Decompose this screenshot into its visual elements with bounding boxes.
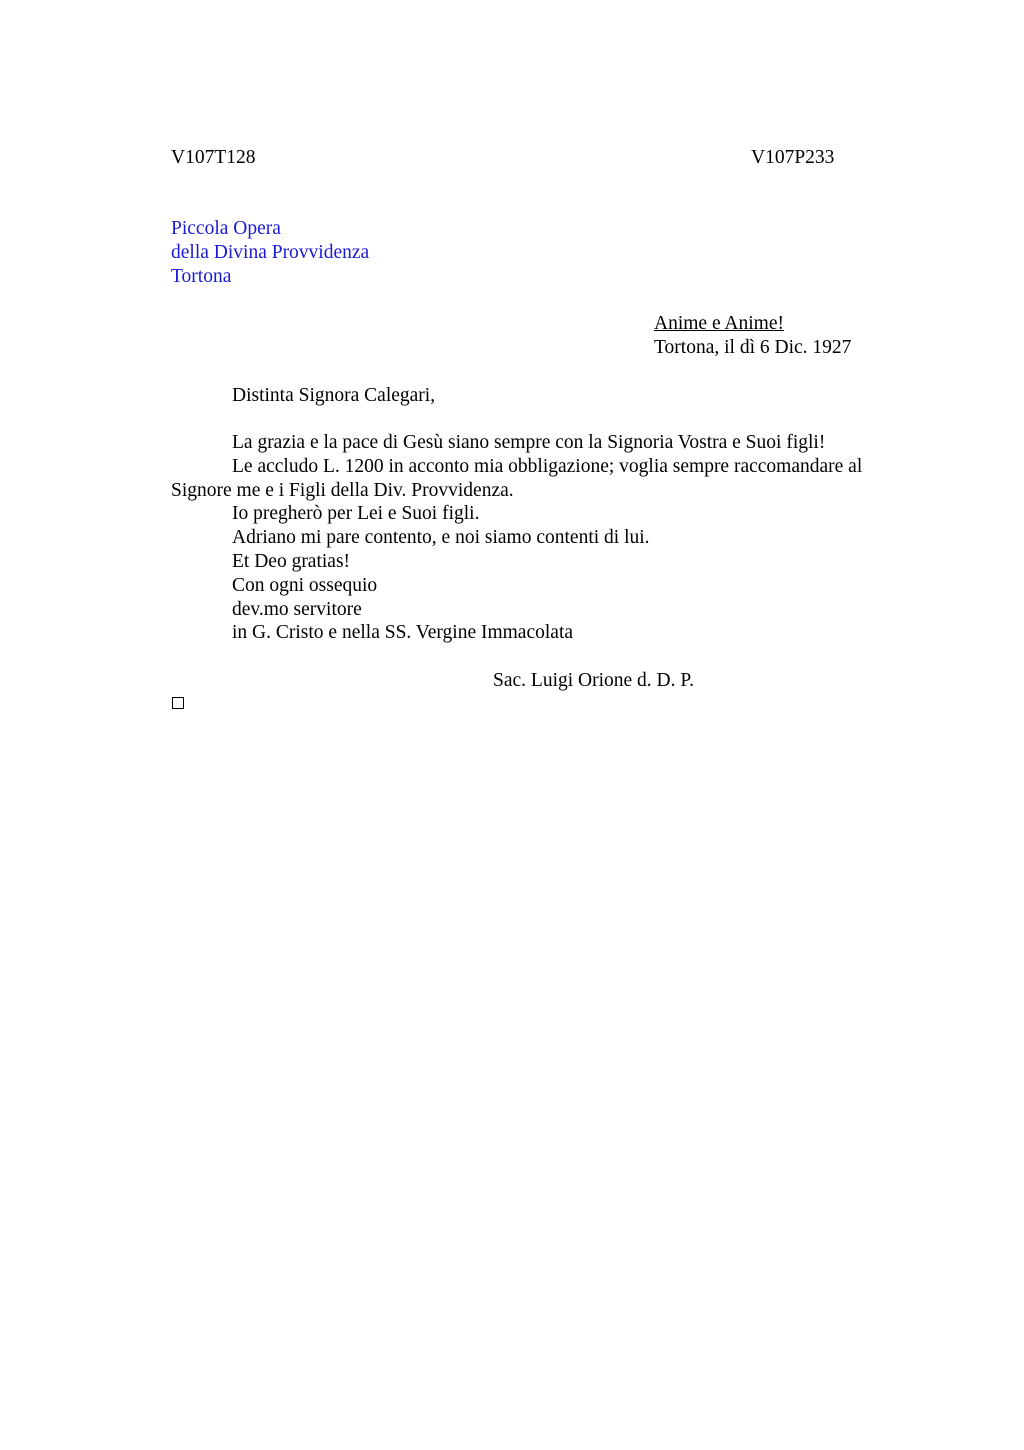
closing-line: dev.mo servitore (232, 598, 362, 620)
body-paragraph: Et Deo gratias! (232, 550, 351, 572)
body-paragraph: La grazia e la pace di Gesù siano sempre con la Signoria Vostra e Suoi figli! (232, 432, 826, 453)
salutation: Distinta Signora Calegari, (232, 385, 436, 406)
signature: Sac. Luigi Orione d. D. P. (493, 670, 694, 691)
archive-code-left: V107T128 (171, 147, 256, 168)
empty-square-icon (172, 697, 184, 709)
archive-code-right: V107P233 (751, 147, 835, 168)
body-paragraph: Adriano mi pare contento, e noi siamo contenti di lui. (232, 527, 650, 549)
place-date: Tortona, il dì 6 Dic. 1927 (654, 337, 852, 358)
letter-body (171, 431, 911, 645)
body-paragraph: Le accludo L. 1200 in acconto mia obbligazione; voglia sempre raccomandare al Signore me e i Figli della Div. Provvidenza. (171, 455, 863, 501)
motto: Anime e Anime! (654, 313, 784, 334)
letterhead-line-2: della Divina Provvidenza (171, 242, 370, 263)
body-paragraph: Io pregherò per Lei e Suoi figli. (232, 503, 480, 525)
closing-line: Con ogni ossequio (232, 574, 378, 596)
closing-line: in G. Cristo e nella SS. Vergine Immacolata (232, 622, 574, 644)
letterhead (171, 217, 369, 289)
dateline (654, 312, 851, 360)
letterhead-line-3: Tortona (171, 266, 232, 287)
letterhead-line-1: Piccola Opera (171, 218, 281, 239)
